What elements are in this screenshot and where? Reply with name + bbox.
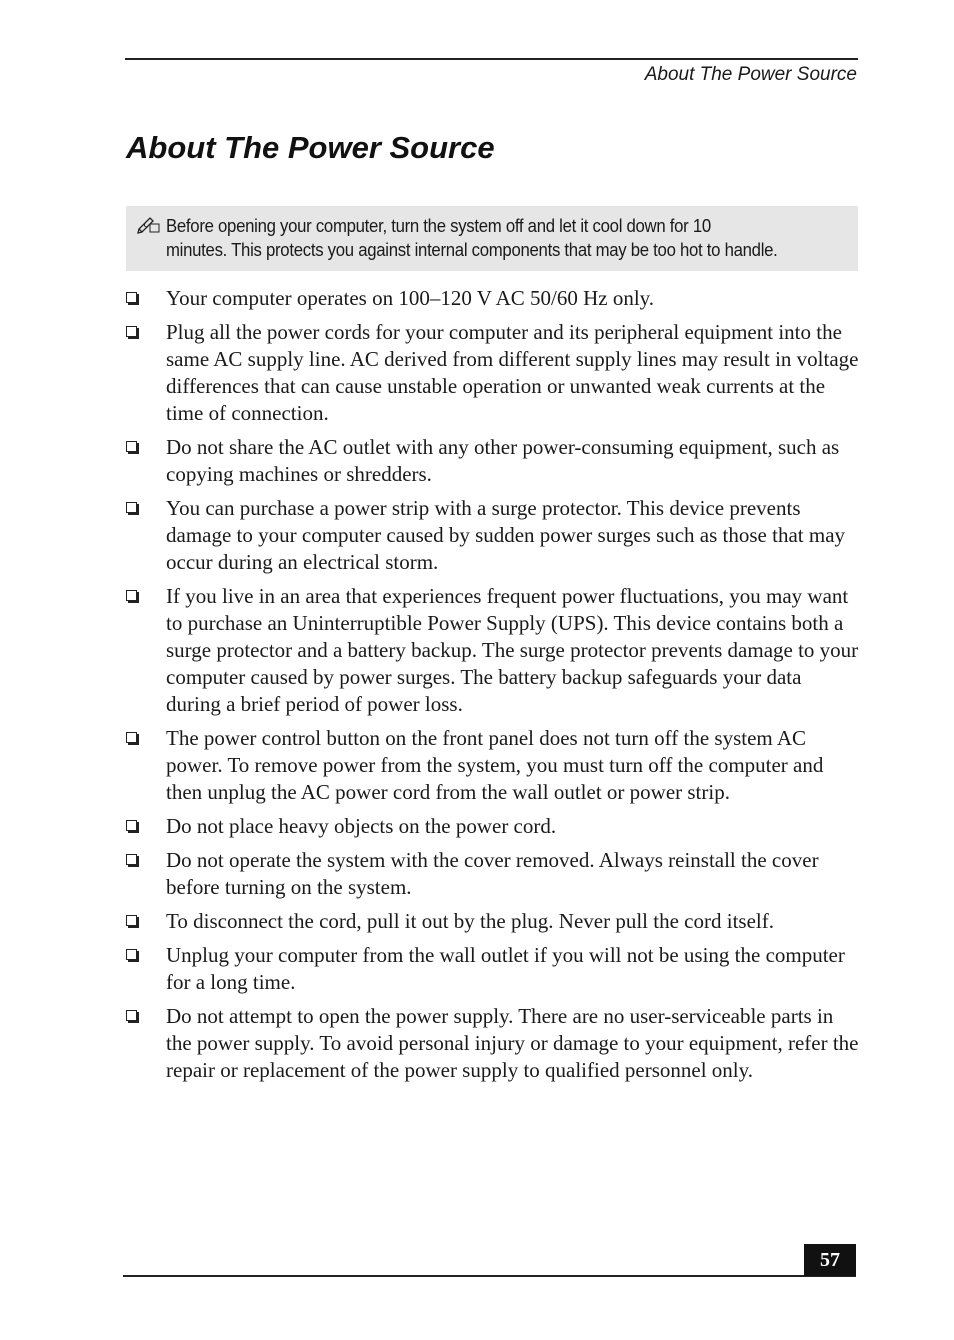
header-rule (125, 58, 858, 60)
note-line-2: minutes. This protects you against internal components that may be too hot to handle. (166, 240, 778, 260)
note-box (126, 206, 858, 271)
checkbox-bullet-icon (126, 441, 137, 452)
list-item: Do not attempt to open the power supply. There are no user-serviceable parts in the power supply. To avoid personal injury or damage to your equipment, refer the repair or replacement of the power supply to qualified personnel only. (126, 1003, 861, 1084)
checkbox-bullet-icon (126, 1010, 137, 1021)
checkbox-bullet-icon (126, 326, 137, 337)
list-item: The power control button on the front panel does not turn off the system AC power. To remove power from the system, you must turn off the computer and then unplug the AC power cord from the wall outlet or power strip. (126, 725, 861, 806)
note-text (166, 214, 856, 262)
checkbox-bullet-icon (126, 502, 137, 513)
page-number: 57 (804, 1244, 856, 1276)
checkbox-bullet-icon (126, 292, 137, 303)
checkbox-bullet-icon (126, 949, 137, 960)
list-item: Unplug your computer from the wall outlet if you will not be using the computer for a long time. (126, 942, 861, 996)
checkbox-bullet-icon (126, 590, 137, 601)
checkbox-bullet-icon (126, 915, 137, 926)
page-title: About The Power Source (126, 130, 495, 165)
list-item: If you live in an area that experiences frequent power fluctuations, you may want to purchase an Uninterruptible Power Supply (UPS). This device contains both a surge protector and a battery backup. The surge protector prevents damage to your computer caused by power surges. The battery backup safeguards your data during a brief period of power loss. (126, 583, 861, 718)
running-header: About The Power Source (644, 64, 857, 85)
list-item: Do not place heavy objects on the power cord. (126, 813, 861, 840)
checkbox-bullet-icon (126, 820, 137, 831)
list-item: Do not share the AC outlet with any other power-consuming equipment, such as copying machines or shredders. (126, 434, 861, 488)
list-item: Do not operate the system with the cover removed. Always reinstall the cover before turning on the system. (126, 847, 861, 901)
list-item: To disconnect the cord, pull it out by the plug. Never pull the cord itself. (126, 908, 861, 935)
checkbox-bullet-icon (126, 854, 137, 865)
pencil-note-icon (136, 214, 160, 234)
note-line-1: Before opening your computer, turn the system off and let it cool down for 10 (166, 216, 711, 236)
list-item: You can purchase a power strip with a surge protector. This device prevents damage to your computer caused by sudden power surges such as those that may occur during an electrical storm. (126, 495, 861, 576)
checkbox-bullet-icon (126, 732, 137, 743)
footer-rule (123, 1275, 856, 1277)
list-item: Your computer operates on 100–120 V AC 50/60 Hz only. (126, 285, 861, 312)
list-item: Plug all the power cords for your computer and its peripheral equipment into the same AC supply line. AC derived from different supply lines may result in voltage differences that can cause unstable operation or unwanted weak currents at the time of connection. (126, 319, 861, 427)
precautions-list (126, 285, 861, 1091)
